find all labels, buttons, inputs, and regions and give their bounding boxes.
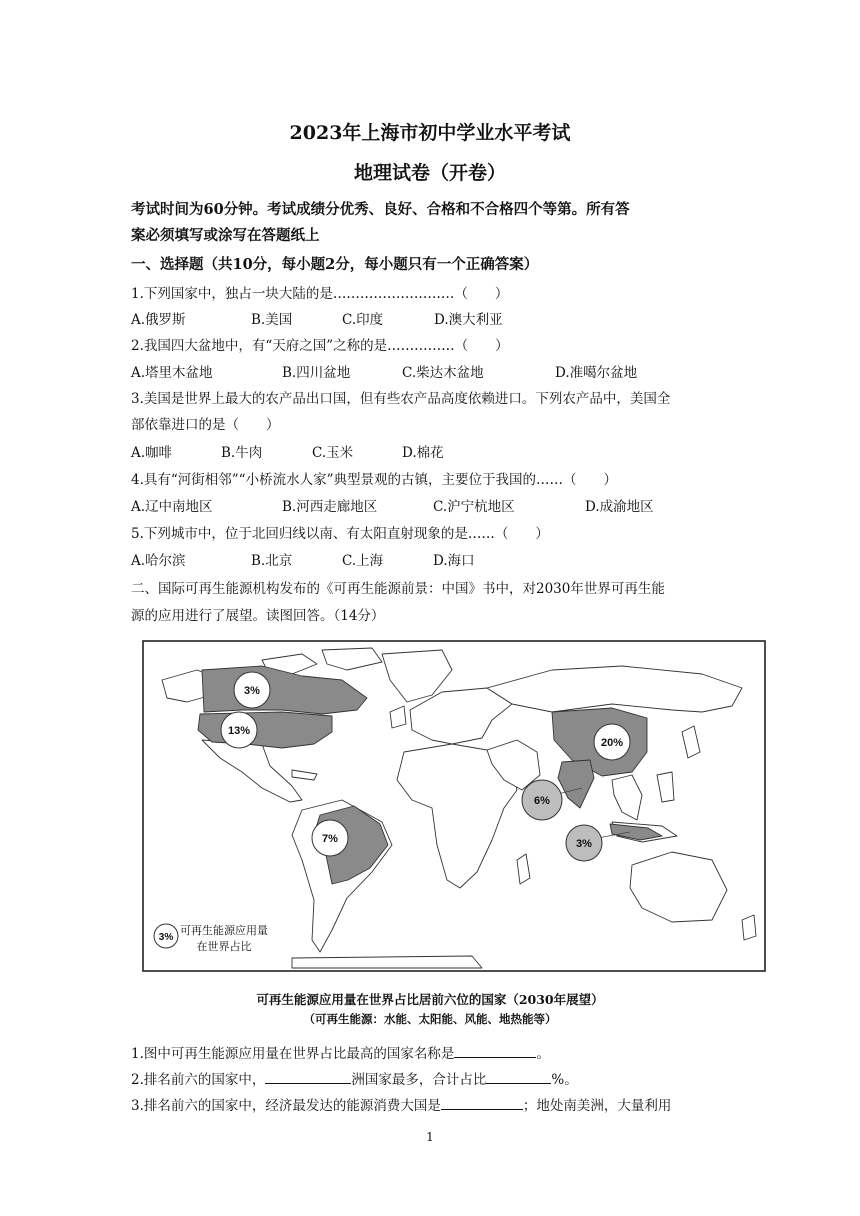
legend-line-1: 可再生能源应用量 — [180, 924, 268, 937]
s2-q1-post: 。 — [536, 1046, 550, 1062]
q2-option-a: A.塔里木盆地 — [131, 365, 213, 381]
q4-option-d: D.成渝地区 — [585, 499, 654, 515]
legend-line-2: 在世界占比 — [196, 940, 252, 953]
exam-title: 2023年上海市初中学业水平考试 — [289, 122, 571, 144]
exam-subtitle: 地理试卷（开卷） — [353, 162, 506, 184]
callout-india-value: 6% — [534, 795, 550, 807]
s2-q1-pre: 1.图中可再生能源应用量在世界占比最高的国家名称是 — [131, 1046, 455, 1062]
q5-option-d: D.海口 — [433, 553, 475, 569]
q4-option-b: B.河西走廊地区 — [282, 499, 378, 515]
q1-stem: 1.下列国家中，独占一块大陆的是………………………（ ） — [131, 286, 509, 302]
q3-option-a: A.咖啡 — [131, 445, 173, 461]
q3-stem-line-2: 部依靠进口的是（ ） — [131, 417, 280, 433]
s2-q2 — [131, 1068, 578, 1088]
q5-option-c: C.上海 — [342, 553, 384, 569]
q5-option-a: A.哈尔滨 — [131, 553, 186, 569]
q3-stem-line-1: 3.美国是世界上最大的农产品出口国，但有些农产品高度依赖进口。下列农产品中，美国全 — [131, 391, 671, 407]
q1-option-d: D.澳大利亚 — [434, 312, 503, 328]
q3-option-c: C.玉米 — [312, 445, 354, 461]
usa-region — [198, 712, 332, 748]
s2-q3 — [131, 1094, 671, 1114]
q2-option-d: D.准噶尔盆地 — [555, 365, 638, 381]
map-caption-sub: （可再生能源：水能、太阳能、风能、地热能等） — [303, 1012, 557, 1026]
q3-option-d: D.棉花 — [402, 445, 444, 461]
section1-heading: 一、选择题（共10分，每小题2分，每小题只有一个正确答案） — [131, 256, 539, 273]
page-number: 1 — [426, 1130, 434, 1144]
q4-stem: 4.具有“河街相邻”“小桥流水人家”典型景观的古镇，主要位于我国的……（ ） — [131, 472, 617, 488]
s2-q3-answer-blank[interactable] — [441, 1096, 523, 1110]
section2-intro-line-1: 二、国际可再生能源机构发布的《可再生能源前景：中国》书中，对2030年世界可再生能 — [131, 581, 665, 597]
s2-q2-answer-blank-2[interactable] — [486, 1070, 551, 1084]
callout-china-value: 20% — [600, 737, 624, 749]
s2-q1 — [131, 1042, 550, 1062]
q1-option-c: C.印度 — [342, 312, 384, 328]
s2-q2-post: %。 — [551, 1072, 578, 1088]
q5-option-b: B.北京 — [251, 553, 293, 569]
q5-stem: 5.下列城市中，位于北回归线以南、有太阳直射现象的是……（ ） — [131, 526, 549, 542]
q4-option-a: A.辽中南地区 — [131, 499, 213, 515]
instructions-line-2: 案必须填写或涂写在答题纸上 — [131, 227, 320, 244]
s2-q3-post: ；地处南美洲，大量利用 — [522, 1098, 672, 1114]
q1-option-b: B.美国 — [251, 312, 293, 328]
q3-option-b: B.牛肉 — [221, 445, 263, 461]
callout-canada-value: 3% — [244, 685, 260, 697]
instructions-line-1: 考试时间为60分钟。考试成绩分优秀、良好、合格和不合格四个等第。所有答 — [131, 201, 630, 218]
q4-option-c: C.沪宁杭地区 — [433, 499, 515, 515]
s2-q3-pre: 3.排名前六的国家中，经济最发达的能源消费大国是 — [131, 1098, 441, 1114]
legend-value: 3% — [158, 932, 174, 943]
s2-q2-pre: 2.排名前六的国家中， — [131, 1072, 266, 1088]
q1-option-a: A.俄罗斯 — [131, 312, 186, 328]
callout-brazil-value: 7% — [322, 833, 338, 845]
q2-option-c: C.柴达木盆地 — [402, 365, 484, 381]
callout-indonesia-value: 3% — [576, 838, 592, 850]
world-map-figure — [142, 640, 766, 972]
s2-q2-answer-blank-1[interactable] — [265, 1070, 351, 1084]
callout-usa-value: 13% — [227, 725, 251, 737]
s2-q2-mid: 洲国家最多，合计占比 — [351, 1072, 487, 1088]
q2-option-b: B.四川盆地 — [282, 365, 351, 381]
q2-stem: 2.我国四大盆地中，有“天府之国”之称的是……………（ ） — [131, 338, 509, 354]
map-caption: 可再生能源应用量在世界占比居前六位的国家（2030年展望） — [256, 992, 604, 1007]
s2-q1-answer-blank[interactable] — [454, 1044, 536, 1058]
section2-intro-line-2: 源的应用进行了展望。读图回答。（14分） — [131, 608, 385, 624]
